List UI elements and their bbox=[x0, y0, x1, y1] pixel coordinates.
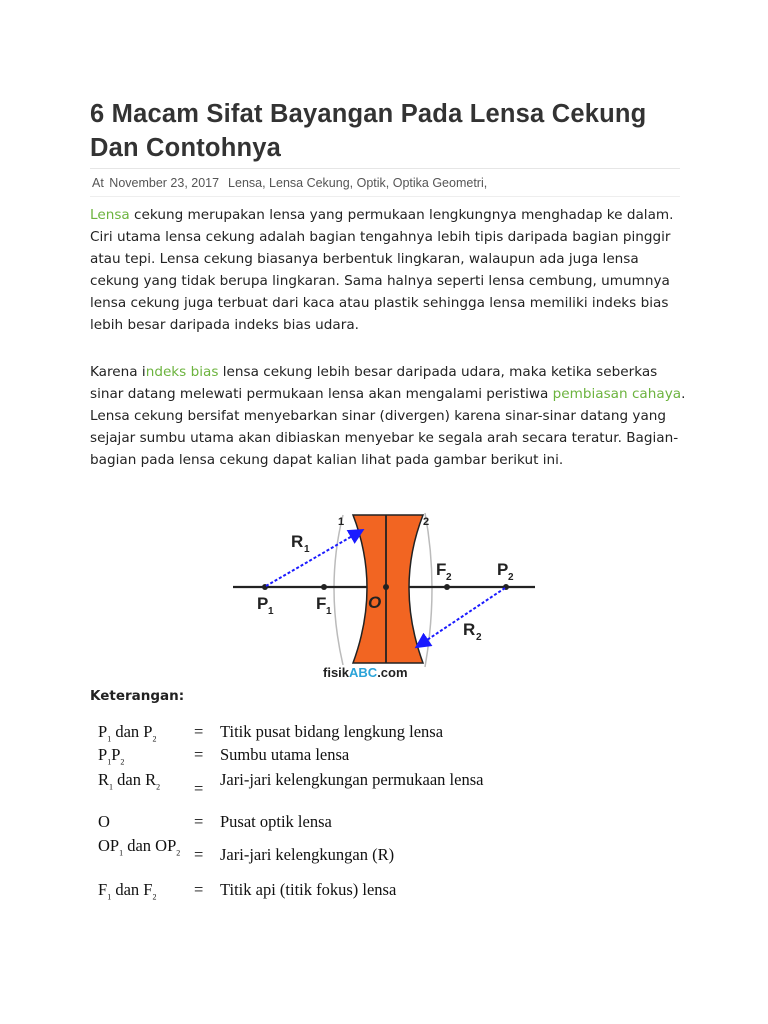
legend-equals: = bbox=[194, 745, 204, 764]
label-p1-sub: 1 bbox=[268, 606, 274, 617]
point-o bbox=[383, 584, 389, 590]
meta-date: November 23, 2017 bbox=[109, 176, 220, 190]
legend-definition: Titik pusat bidang lengkung lensa bbox=[220, 722, 444, 741]
legend-term-text: OP bbox=[98, 836, 120, 855]
legend-term-text: dan F bbox=[111, 880, 153, 899]
legend-term-text: dan P bbox=[111, 722, 153, 741]
label-f1-sub: 1 bbox=[326, 606, 332, 617]
legend-term-text: O bbox=[98, 812, 110, 831]
legend-equals: = bbox=[194, 722, 204, 741]
legend-row bbox=[90, 836, 510, 874]
legend-term-subscript: 2 bbox=[176, 848, 181, 858]
point-f2 bbox=[444, 584, 450, 590]
legend-term-text: P bbox=[111, 745, 121, 764]
legend-term-text: P bbox=[98, 722, 108, 741]
article-meta bbox=[92, 176, 489, 190]
label-surface-2: 2 bbox=[423, 516, 430, 528]
label-r2-sub: 2 bbox=[476, 632, 482, 643]
legend-equals: = bbox=[194, 779, 204, 798]
legend-term bbox=[98, 836, 190, 862]
legend-term-subscript: 1 bbox=[109, 782, 114, 792]
link-indeks-bias[interactable]: ndeks bias bbox=[145, 364, 219, 380]
divider bbox=[90, 168, 680, 169]
label-r1-sub: 1 bbox=[304, 544, 310, 555]
legend-term-subscript: 1 bbox=[119, 848, 124, 858]
legend-term-subscript: 2 bbox=[120, 757, 125, 767]
surface-arc-left bbox=[334, 515, 343, 665]
legend-row bbox=[90, 880, 510, 902]
paragraph-text: . Lensa cekung bersifat menyebarkan sinar (divergen) karena sinar-sinar datang yang sejajar sumbu utama akan dibiaskan menyebar ke segala arah secara teratur. Bagian-bagian pada lensa cekung dapat kalian lihat pada gambar berikut ini. bbox=[90, 386, 686, 468]
watermark: fisikABC.com bbox=[323, 665, 408, 680]
link-lensa[interactable]: Lensa bbox=[90, 207, 130, 223]
legend-definition: Sumbu utama lensa bbox=[220, 745, 350, 764]
legend-row bbox=[90, 745, 510, 767]
legend-definition: Jari-jari kelengkungan (R) bbox=[220, 845, 395, 864]
legend-term bbox=[98, 812, 190, 838]
ray-r1 bbox=[266, 531, 361, 586]
link-pembiasan-cahaya[interactable]: pembiasan cahaya bbox=[552, 386, 682, 402]
label-p1: P bbox=[257, 594, 269, 613]
legend-term-subscript: 1 bbox=[107, 757, 112, 767]
legend-equals: = bbox=[194, 812, 204, 831]
legend-term-subscript: 2 bbox=[152, 734, 157, 744]
legend-definition: Jari-jari kelengkungan permukaan lensa bbox=[220, 770, 484, 789]
paragraph-text: lensa cekung lebih besar daripada udara, maka ketika seberkas sinar datang melewati permukaan lensa akan mengalami peristiwa bbox=[90, 364, 658, 402]
paragraph-refraction bbox=[90, 361, 690, 471]
legend-term bbox=[98, 880, 190, 906]
label-f1: F bbox=[316, 594, 327, 613]
legend-row bbox=[90, 722, 510, 744]
legend-term-text: P bbox=[98, 745, 108, 764]
legend-equals: = bbox=[194, 880, 204, 899]
legend-row bbox=[90, 812, 510, 831]
legend-definition: Titik api (titik fokus) lensa bbox=[220, 880, 397, 899]
concave-lens-diagram bbox=[225, 495, 545, 685]
legend-term bbox=[98, 745, 190, 771]
legend-row bbox=[90, 770, 510, 808]
legend-term-subscript: 1 bbox=[107, 734, 112, 744]
legend-term-text: dan R bbox=[113, 770, 157, 789]
meta-prefix: At bbox=[92, 176, 104, 190]
label-o: O bbox=[368, 593, 382, 612]
article-title: 6 Macam Sifat Bayangan Pada Lensa Cekung Dan Contohnya bbox=[90, 100, 647, 162]
paragraph-intro bbox=[90, 204, 690, 336]
paragraph-text: cekung merupakan lensa yang permukaan lengkungnya menghadap ke dalam. Ciri utama lensa cekung adalah bagian tengahnya lebih tipis daripada bagian pinggir atau tepi. Lensa cekung biasanya berbentuk lingkaran, walaupun ada juga lensa cekung yang tidak berupa lingkaran. Sama halnya seperti lensa cembung, umumnya lensa cekung juga terbuat dari kaca atau plastik sehingga lensa memiliki indeks bias lebih besar daripada indeks bias udara. bbox=[90, 207, 674, 333]
divider bbox=[90, 196, 680, 197]
legend-term-subscript: 1 bbox=[107, 892, 112, 902]
legend-term-text: dan OP bbox=[123, 836, 177, 855]
label-r2: R bbox=[463, 620, 476, 639]
legend-definition: Pusat optik lensa bbox=[220, 812, 332, 831]
label-surface-1: 1 bbox=[338, 516, 345, 528]
legend-term-subscript: 2 bbox=[156, 782, 161, 792]
label-p2: P bbox=[497, 560, 509, 579]
meta-tags[interactable]: Lensa, Lensa Cekung, Optik, Optika Geometri, bbox=[228, 176, 488, 190]
label-r1: R bbox=[291, 532, 304, 551]
label-f2: F bbox=[436, 560, 447, 579]
surface-arc-right bbox=[425, 513, 432, 667]
legend-term bbox=[98, 770, 190, 796]
point-f1 bbox=[321, 584, 327, 590]
legend-title: Keterangan: bbox=[90, 688, 185, 704]
legend-term-text: F bbox=[98, 880, 108, 899]
legend-term-subscript: 2 bbox=[152, 892, 157, 902]
label-p2-sub: 2 bbox=[508, 572, 514, 583]
label-f2-sub: 2 bbox=[446, 572, 452, 583]
legend-term-text: R bbox=[98, 770, 110, 789]
paragraph-text: Karena i bbox=[90, 364, 146, 380]
legend-equals: = bbox=[194, 845, 204, 864]
